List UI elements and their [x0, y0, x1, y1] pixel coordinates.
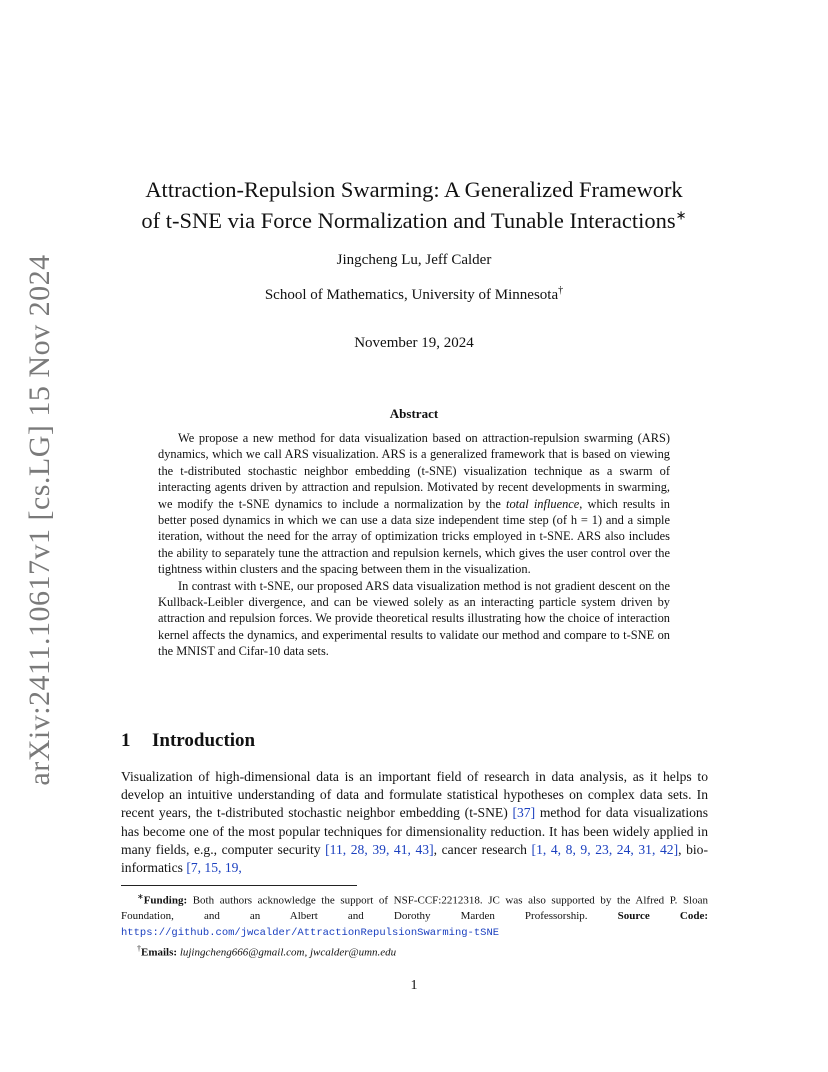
footnote-divider	[121, 885, 357, 886]
introduction-paragraph: Visualization of high-dimensional data is an important field of research in data analysis, as it helps to develop an intuitive understanding of data and formulate statistical hypotheses on complex data sets. In recent years, the t-distributed stochastic neighbor embedding (t-SNE) [37] method for data visualizations has become one of the most popular techniques for dimensionality reduction. It has been widely applied in many fields, e.g., computer security [11, 28, 39, 41, 43], cancer research [1, 4, 8, 9, 23, 24, 31, 42], bio-informatics [7, 15, 19,	[121, 769, 708, 876]
affiliation-footnote-marker: †	[558, 285, 564, 296]
abstract-paragraph-1: We propose a new method for data visualization based on attraction-repulsion swarming (ARS) dynamics, which we call ARS visualization. ARS is a generalized framework that is based on viewing the t-distributed stochastic neighbor embedding (t-SNE) visualization technique as a swarm of interacting agents driven by attraction and repulsion. Motivated by recent developments in swarming, we modify the t-SNE dynamics to include a normalization by the total influence, which results in better posed dynamics in which we can use a data size independent time step (of h = 1) and a simple iteration, without the need for the array of optimization tricks employed in t-SNE. ARS also includes the ability to separately tune the attraction and repulsion kernels, which gives the user control over the tightness within clusters and the spacing between them in the visualization.	[158, 431, 670, 577]
page-number: 1	[410, 978, 418, 993]
abstract-heading: Abstract	[389, 406, 439, 421]
abstract-body	[158, 430, 670, 660]
title-line-2: of t-SNE via Force Normalization and Tunable Interactions	[141, 208, 676, 233]
citation-link[interactable]: [11, 28, 39, 41, 43]	[325, 841, 434, 857]
title-footnote-marker: ∗	[675, 207, 687, 223]
affiliation	[110, 285, 718, 304]
source-code-link[interactable]: https://github.com/jwcalder/AttractionRepulsionSwarming-tSNE	[121, 926, 500, 939]
footnote-emails: †Emails: lujingcheng666@gmail.com, jwcalder@umn.edu	[137, 944, 397, 959]
affiliation-text: School of Mathematics, University of Minnesota	[264, 287, 559, 303]
author-list: Jingcheng Lu, Jeff Calder	[336, 252, 492, 268]
arxiv-identifier-stamp: arXiv:2411.10617v1 [cs.LG] 15 Nov 2024	[23, 254, 56, 786]
emphasis-total-influence: total influence	[506, 496, 580, 511]
title-line-1: Attraction-Repulsion Swarming: A Generalized Framework	[145, 177, 683, 202]
footnotes	[121, 889, 708, 961]
paper-title	[110, 174, 718, 236]
section-title-text: Introduction	[152, 730, 256, 751]
citation-link[interactable]: [1, 4, 8, 9, 23, 24, 31, 42]	[531, 841, 679, 857]
section-heading-introduction	[121, 730, 255, 752]
citation-link[interactable]: [37]	[512, 805, 536, 821]
author-emails: lujingcheng666@gmail.com, jwcalder@umn.edu	[179, 946, 397, 959]
abstract-paragraph-2: In contrast with t-SNE, our proposed ARS data visualization method is not gradient descent on the Kullback-Leibler divergence, and can be viewed solely as an interacting particle system driven by attraction and repulsion forces. We provide theoretical results illustrating how the choice of interaction kernel affects the dynamics, and experimental results to validate our method and compare to t-SNE on the MNIST and Cifar-10 data sets.	[158, 578, 670, 659]
citation-link[interactable]: [7, 15, 19,	[186, 860, 242, 876]
section-number: 1	[121, 730, 131, 751]
publication-date: November 19, 2024	[354, 335, 474, 351]
footnote-funding: ∗Funding: Both authors acknowledge the support of NSF-CCF:2212318. JC was also supported by the Alfred P. Sloan Foundation, and an Albert and Dorothy Marden Professorship. Source Code: https://github.com/jwcalder/AttractionRepulsionSwarming-tSNE	[121, 892, 708, 939]
